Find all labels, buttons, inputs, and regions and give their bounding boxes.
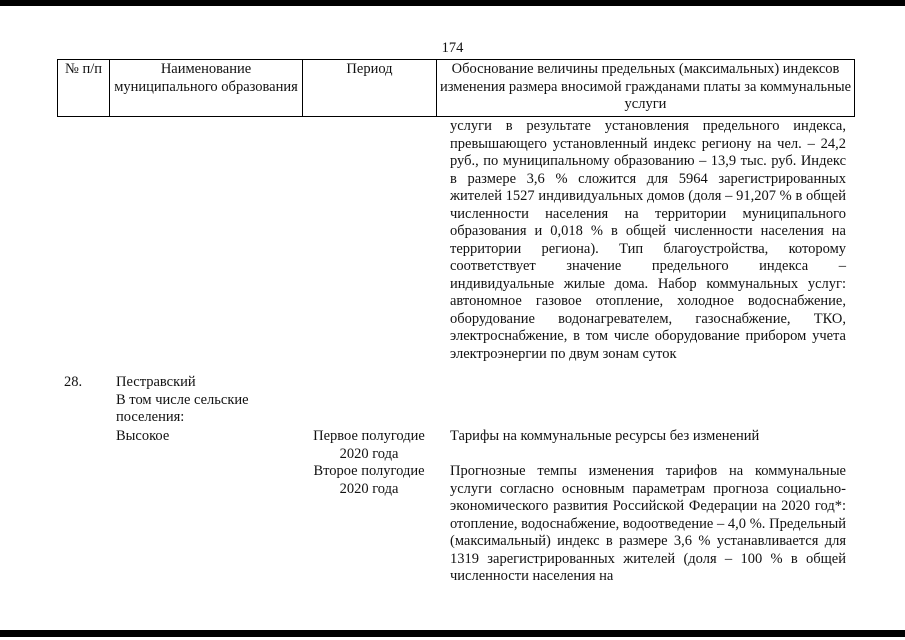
row-number: 28. bbox=[64, 374, 83, 390]
header-period-column: Период bbox=[302, 59, 436, 117]
reason-second-half: Прогнозные темпы изменения тарифов на коммунальные услуги согласно основным параметрам прогноза социально-экономического развития Российской Федерации на 2020 год*: отопление, водоснабжение, водоотведение – 4,0 %. Предельный (максимальный) индекс в размере 3,6 % устанавливается для 1319 зарегистрированных жителей (доля – 100 % в общей численности населения на bbox=[450, 463, 846, 584]
settlement-name: Высокое bbox=[116, 428, 170, 444]
municipality-title: Пестравский bbox=[116, 374, 196, 390]
page-number: 174 bbox=[441, 40, 464, 56]
period-second-half: Второе полугодие 2020 года bbox=[313, 463, 425, 497]
period-first-half: Первое полугодие 2020 года bbox=[313, 428, 425, 462]
municipality-name bbox=[116, 374, 301, 427]
settlements-subtitle: В том числе сельские поселения: bbox=[116, 391, 249, 425]
header-reason-column: Обоснование величины предельных (максимальных) индексов изменения размера вносимой гражданами платы за коммунальные услуги bbox=[436, 59, 855, 117]
top-border bbox=[0, 0, 905, 6]
header-number-column: № п/п bbox=[57, 59, 109, 117]
header-name-column: Наименование муниципального образования bbox=[109, 59, 302, 117]
bottom-border bbox=[0, 630, 905, 637]
continued-reason-text: услуги в результате установления предельного индекса, превышающего установленный индекс региону на чел. – 24,2 руб., по муниципальному образованию – 13,9 тыс. руб. Индекс в размере 3,6 % сложится для 5964 зарегистрированных жителей 1527 индивидуальных домов (доля – 91,207 % в общей численности населения на территории муниципального образования и 0,018 % в общей численности населения на территории региона). Тип благоустройства, которому соответствует значение предельного индекса – индивидуальные жилые дома. Набор коммунальных услуг: автономное газовое отопление, холодное водоснабжение, оборудование водонагревателем, газоснабжение, ТКО, электроснабжение, в том числе оборудование прибором учета электроэнергии по двум зонам суток bbox=[450, 118, 846, 362]
reason-first-half: Тарифы на коммунальные ресурсы без изменений bbox=[450, 428, 760, 444]
